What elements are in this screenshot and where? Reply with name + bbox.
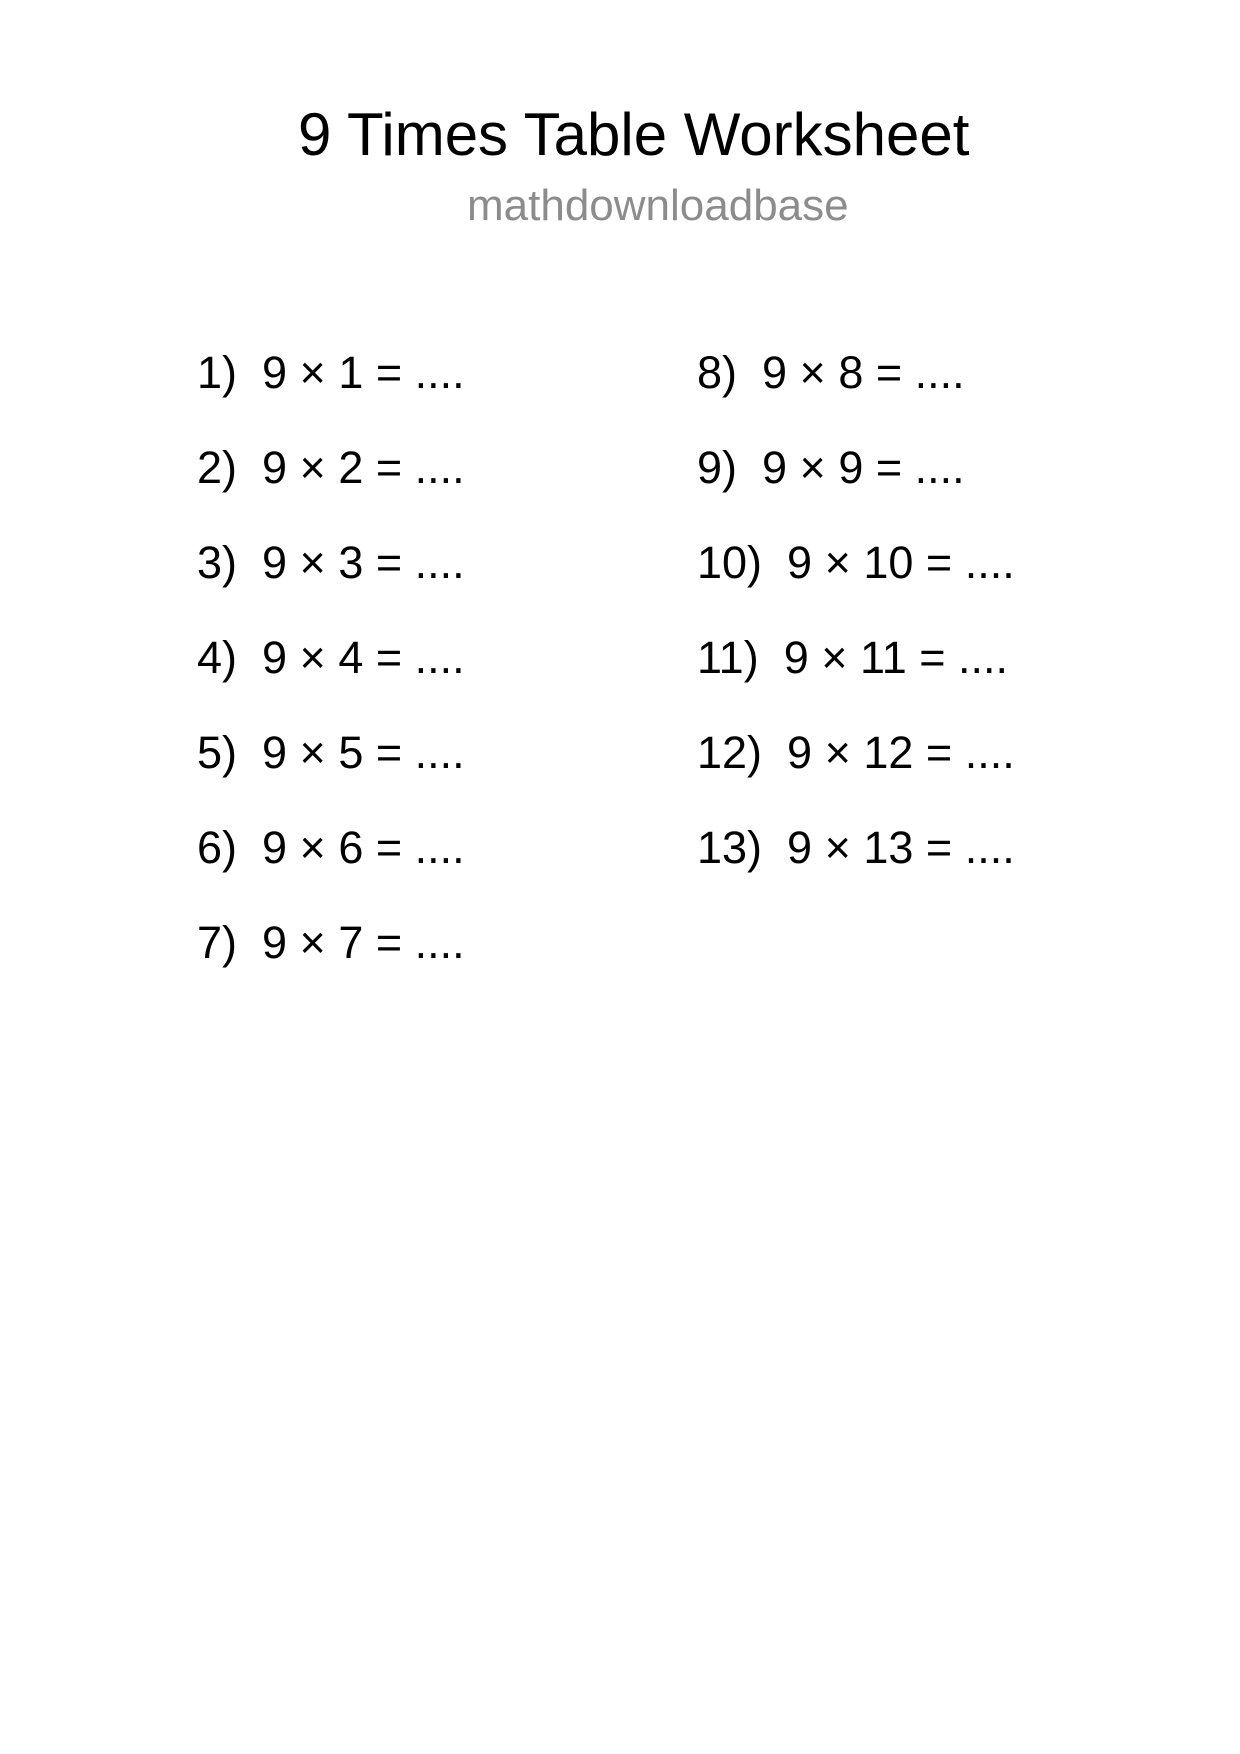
- exercise-number: 5): [197, 727, 238, 778]
- exercise-expression: 9 × 10 = ....: [787, 537, 1015, 588]
- exercise-number: 10): [697, 537, 763, 588]
- exercise-row: [697, 537, 1015, 635]
- exercise-row: [697, 442, 1015, 540]
- exercise-number: 4): [197, 632, 238, 683]
- exercise-expression: 9 × 1 = ....: [262, 347, 465, 398]
- exercise-row: [197, 632, 465, 730]
- page-subtitle: mathdownloadbase: [467, 181, 849, 230]
- exercise-row: [697, 632, 1015, 730]
- exercise-column-right: [697, 347, 1015, 920]
- exercise-number: 11): [697, 632, 759, 683]
- exercise-expression: 9 × 12 = ....: [787, 727, 1015, 778]
- exercise-expression: 9 × 4 = ....: [262, 632, 465, 683]
- exercise-row: [697, 822, 1015, 920]
- exercise-row: [197, 347, 465, 445]
- exercise-expression: 9 × 3 = ....: [262, 537, 465, 588]
- exercise-row: [197, 442, 465, 540]
- exercise-number: 7): [197, 917, 238, 968]
- exercise-expression: 9 × 5 = ....: [262, 727, 465, 778]
- exercise-row: [197, 727, 465, 825]
- exercise-expression: 9 × 6 = ....: [262, 822, 465, 873]
- page-title: 9 Times Table Worksheet: [298, 101, 970, 168]
- exercise-number: 12): [697, 727, 763, 778]
- exercise-row: [197, 822, 465, 920]
- exercise-row: [697, 727, 1015, 825]
- exercise-number: 8): [697, 347, 738, 398]
- exercise-number: 2): [197, 442, 238, 493]
- exercise-number: 13): [697, 822, 763, 873]
- exercise-row: [197, 917, 465, 1015]
- exercise-row: [697, 347, 1015, 445]
- exercise-column-left: [197, 347, 465, 1015]
- exercise-expression: 9 × 9 = ....: [762, 442, 965, 493]
- exercise-expression: 9 × 8 = ....: [762, 347, 965, 398]
- exercise-number: 9): [697, 442, 738, 493]
- exercise-expression: 9 × 7 = ....: [262, 917, 465, 968]
- exercise-row: [197, 537, 465, 635]
- exercise-expression: 9 × 2 = ....: [262, 442, 465, 493]
- exercise-number: 1): [197, 347, 238, 398]
- exercise-number: 3): [197, 537, 238, 588]
- exercise-number: 6): [197, 822, 238, 873]
- exercise-expression: 9 × 13 = ....: [787, 822, 1015, 873]
- exercise-expression: 9 × 11 = ....: [783, 632, 1009, 683]
